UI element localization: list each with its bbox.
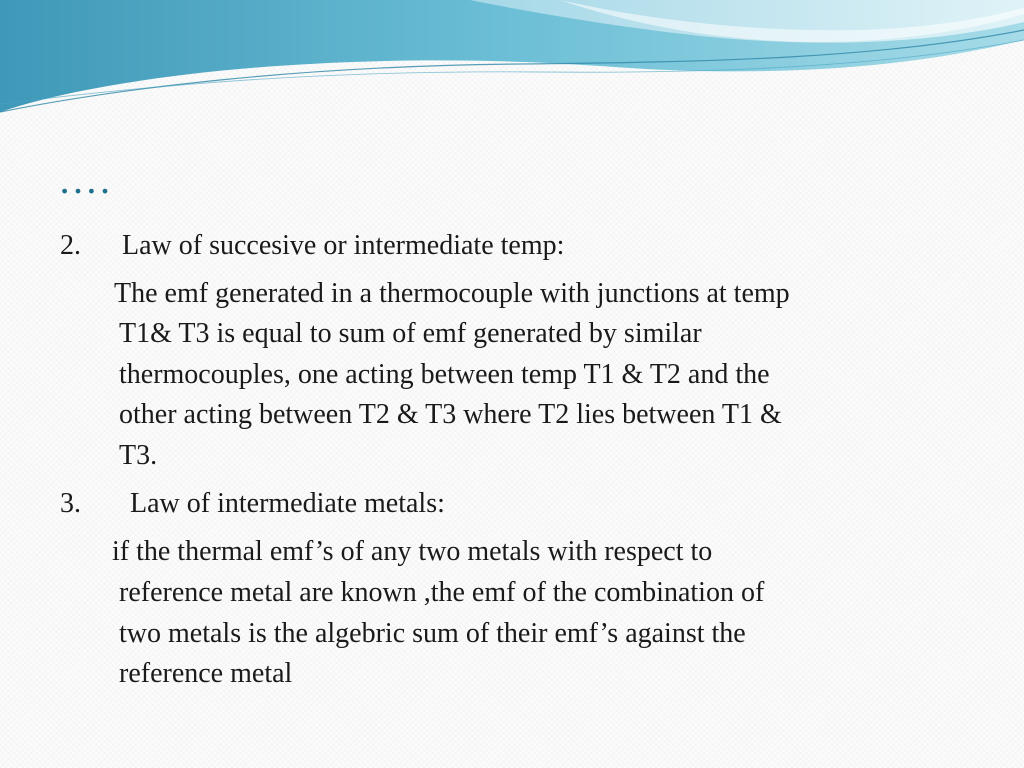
item-body-line: two metals is the algebric sum of their emf’s against the [119, 618, 746, 649]
item-number: 2. [60, 230, 81, 261]
item-heading: Law of succesive or intermediate temp: [122, 230, 565, 261]
item-body-line: T3. [119, 440, 158, 471]
item-body-line: thermocouples, one acting between temp T1 & T2 and the [119, 359, 770, 390]
item-body-line: reference metal are known ,the emf of the combination of [119, 577, 765, 608]
item-body-line: if the thermal emf’s of any two metals with respect to [112, 536, 713, 567]
slide-title: …. [58, 157, 112, 202]
item-body-line: T1& T3 is equal to sum of emf generated by similar [119, 318, 702, 349]
item-heading: Law of intermediate metals: [130, 488, 445, 519]
item-number: 3. [60, 488, 81, 519]
item-body-line: reference metal [119, 658, 293, 689]
item-body-line: The emf generated in a thermocouple with junctions at temp [114, 278, 790, 309]
item-body-line: other acting between T2 & T3 where T2 lies between T1 & [119, 399, 782, 430]
